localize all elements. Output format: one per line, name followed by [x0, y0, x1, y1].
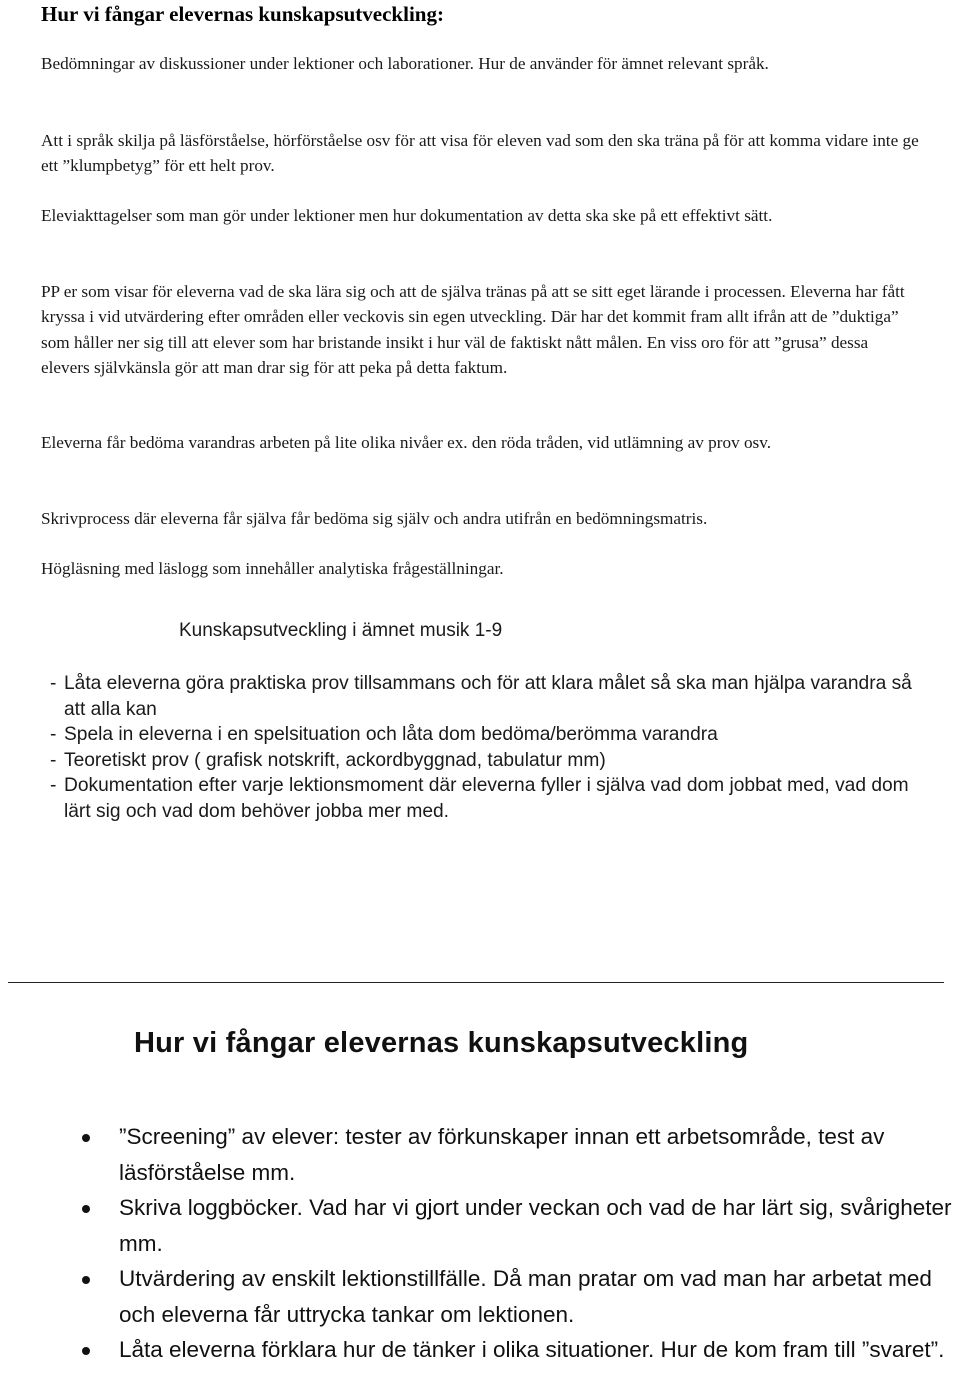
list-item: - Dokumentation efter varje lektionsmoment där eleverna fyller i själva vad dom jobbat med, vad dom lärt sig och vad dom behöver jobba mer med.	[50, 773, 930, 824]
section1-title: Hur vi fångar elevernas kunskapsutveckling:	[41, 2, 444, 26]
section1-paragraph: Skrivprocess där eleverna får själva får bedöma sig själv och andra utifrån en bedömningsmatris.	[41, 509, 708, 528]
list-item: - Låta eleverna göra praktiska prov tillsammans och för att klara målet så ska man hjälpa varandra så att alla kan	[50, 671, 930, 722]
list-item: - Teoretiskt prov ( grafisk notskrift, ackordbyggnad, tabulatur mm)	[50, 748, 930, 774]
list-item-text: Utvärdering av enskilt lektionstillfälle. Då man pratar om vad man har arbetat med och eleverna får uttrycka tankar om lektionen.	[119, 1266, 932, 1327]
list-item-text: Låta eleverna förklara hur de tänker i olika situationer. Hur de kom fram till ”svaret”.	[119, 1337, 945, 1362]
section1-paragraph: Eleverna får bedöma varandras arbeten på lite olika nivåer ex. den röda tråden, vid utlämning av prov osv.	[41, 433, 772, 452]
list-item	[0, 1261, 960, 1332]
list-item	[0, 1332, 960, 1368]
list-item: - Spela in eleverna i en spelsituation och låta dom bedöma/berömma varandra	[50, 722, 930, 748]
list-item-text: Skriva loggböcker. Vad har vi gjort under veckan och vad de har lärt sig, svårigheter mm.	[119, 1195, 952, 1256]
section3-title: Hur vi fångar elevernas kunskapsutveckling	[134, 1027, 749, 1059]
section1-paragraph: Att i språk skilja på läsförståelse, hörförståelse osv för att visa för eleven vad som den ska träna på för att komma vidare inte ge ett ”klumpbetyg” för ett helt prov.	[41, 131, 919, 176]
section-divider	[8, 982, 944, 983]
bullet-icon	[82, 1276, 90, 1284]
section1-paragraph: PP er som visar för eleverna vad de ska lära sig och att de själva tränas på att se sitt eget lärande i processen. Eleverna har fått kryssa i vid utvärdering efter områden eller veckovis sin egen utveckling. Där har det kommit fram allt ifrån att de ”duktiga” som håller ner sig till att elever som har bristande insikt i hur väl de faktiskt nått målen. En viss oro för att ”grusa” dessa elevers självkänsla gör att man drar sig för att peka på detta faktum.	[41, 282, 905, 377]
bullet-icon	[82, 1347, 90, 1355]
section1-paragraph: Eleviakttagelser som man gör under lektioner men hur dokumentation av detta ska ske på ett effektivt sätt.	[41, 206, 773, 225]
bullet-icon	[82, 1134, 90, 1142]
bullet-icon	[82, 1205, 90, 1213]
list-item	[0, 1190, 960, 1261]
section2-title: Kunskapsutveckling i ämnet musik 1-9	[179, 620, 503, 641]
section1-paragraph: Högläsning med läslogg som innehåller analytiska frågeställningar.	[41, 559, 504, 578]
section2-list	[50, 671, 930, 824]
section3-list	[0, 1119, 960, 1368]
section1-paragraph: Bedömningar av diskussioner under lektioner och laborationer. Hur de använder för ämnet relevant språk.	[41, 54, 769, 73]
list-item-text: ”Screening” av elever: tester av förkunskaper innan ett arbetsområde, test av läsförståelse mm.	[119, 1124, 885, 1185]
list-item	[0, 1119, 960, 1190]
